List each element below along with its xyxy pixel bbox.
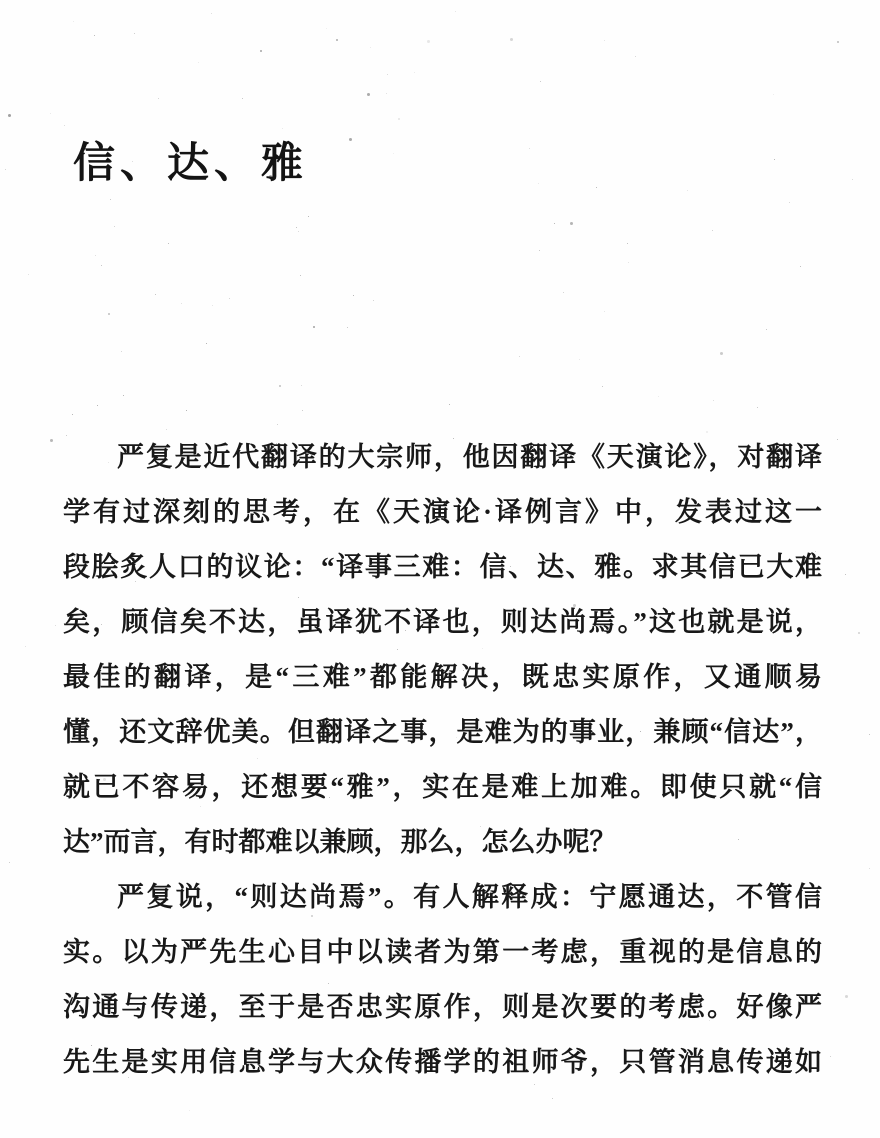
text-line: 严复是近代翻译的大宗师，他因翻译《天演论》，对翻译 [117,442,822,472]
text-line: 懂，还文辞优美。但翻译之事，是难为的事业，兼顾“信达”， [63,717,822,747]
text-line: 矣，顾信矣不达，虽译犹不译也，则达尚焉。”这也就是说， [63,607,822,637]
text-line: 沟通与传递，至于是否忠实原作，则是次要的考虑。好像严 [63,992,822,1022]
text-line: 就已不容易，还想要“雅”，实在是难上加难。即使只就“信 [63,772,822,802]
text-line: 学有过深刻的思考，在《天演论·译例言》中，发表过这一 [63,497,822,527]
text-line: 严复说，“则达尚焉”。有人解释成：宁愿通达，不管信 [117,882,822,912]
body-text [63,430,822,1090]
text-line: 先生是实用信息学与大众传播学的祖师爷，只管消息传递如 [63,1047,822,1077]
text-line: 最佳的翻译，是“三难”都能解决，既忠实原作，又通顺易 [63,662,822,692]
text-line: 段脍炙人口的议论：“译事三难：信、达、雅。求其信已大难 [63,552,822,582]
text-line: 实。以为严先生心目中以读者为第一考虑，重视的是信息的 [63,937,822,967]
page-title: 信、达、雅 [73,141,309,188]
text-line: 达”而言，有时都难以兼顾，那么，怎么办呢？ [63,827,617,857]
